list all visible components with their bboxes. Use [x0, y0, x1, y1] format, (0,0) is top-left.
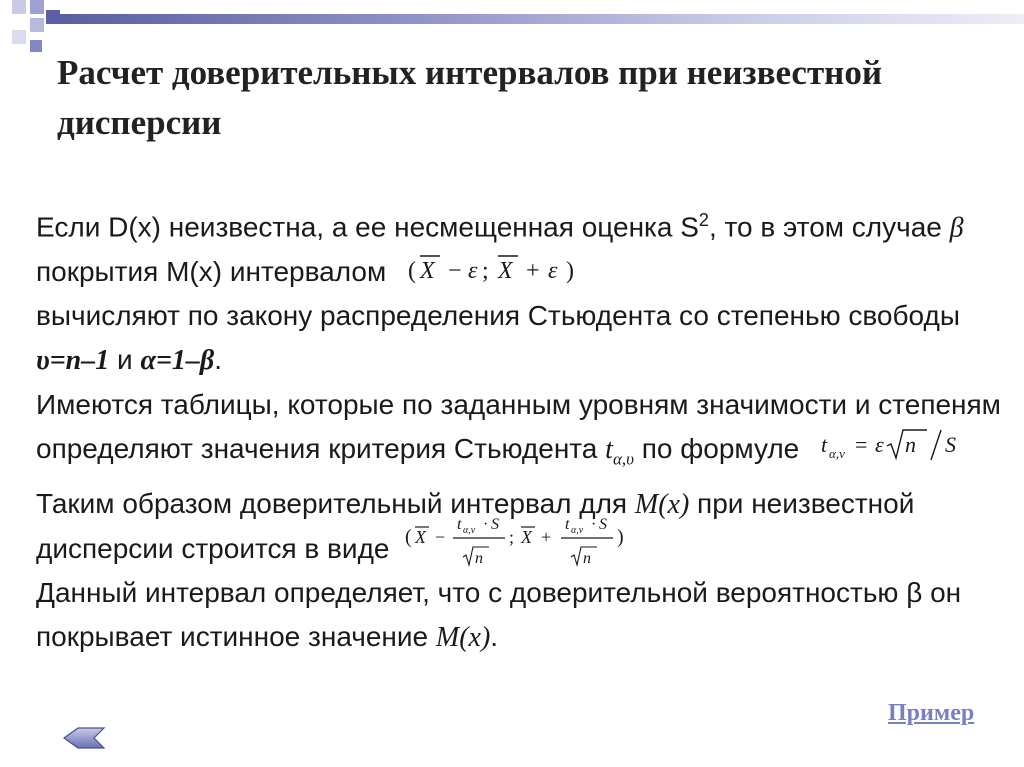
svg-text:(: (: [408, 257, 416, 284]
title-bar-stripe: [60, 14, 1024, 24]
svg-text:ε: ε: [548, 257, 558, 284]
p1-and: и: [109, 344, 141, 376]
p1-sup: 2: [698, 210, 709, 230]
nu-expression: υ=n–1: [36, 345, 110, 377]
svg-text:t: t: [821, 431, 828, 457]
svg-text:X: X: [420, 257, 435, 284]
p1-text-4: вычисляют по закону распределения Стьюдента со степенью свободы: [36, 300, 960, 332]
svg-text:n: n: [475, 549, 484, 567]
svg-text:α,ν: α,ν: [571, 524, 584, 536]
t-symbol: t: [605, 434, 613, 466]
svg-text:·: ·: [591, 515, 597, 533]
interval-formula: [408, 250, 598, 290]
svg-text:n: n: [583, 549, 592, 567]
svg-text:t: t: [565, 515, 570, 533]
svg-text:+: +: [541, 526, 552, 547]
beta-symbol: β: [949, 212, 964, 244]
paragraph-2: [14, 383, 1014, 482]
svg-text:S: S: [945, 431, 957, 457]
svg-text:+: +: [526, 257, 540, 284]
p1-text-2: , то в этом случае: [708, 211, 950, 243]
svg-text:): ): [566, 257, 574, 284]
svg-text:X: X: [415, 526, 427, 547]
svg-text:n: n: [905, 431, 917, 457]
svg-text:X: X: [498, 257, 513, 284]
svg-text:t: t: [457, 515, 462, 533]
p2-text-2: по формуле: [633, 433, 800, 465]
alpha-expression: α=1–β: [140, 345, 215, 377]
svg-text:;: ;: [509, 526, 515, 547]
svg-text:−: −: [435, 526, 446, 547]
p1-text-1: Если D(x) неизвестна, а ее несмещенная оценка S: [36, 211, 699, 243]
svg-text:α,ν: α,ν: [829, 445, 845, 461]
t-formula: [821, 426, 991, 466]
t-subscript: α,υ: [612, 449, 634, 469]
paragraph-1: [14, 198, 1014, 383]
slide-body: [14, 198, 1014, 660]
p3-text-1: Таким образом доверительный интервал для: [36, 487, 635, 519]
svg-text:=: =: [855, 431, 868, 457]
svg-text:S: S: [599, 515, 608, 533]
svg-text:−: −: [448, 257, 462, 284]
svg-text:X: X: [521, 526, 533, 547]
paragraph-3: [14, 482, 1014, 571]
svg-text:S: S: [491, 515, 500, 533]
student-interval-formula: [405, 509, 655, 571]
p4-text-1: Данный интервал определяет, что с доверительной вероятностью β он покрывает истинное значение: [36, 576, 962, 652]
svg-text:): ): [617, 525, 624, 548]
svg-text:;: ;: [482, 257, 489, 284]
svg-text:ε: ε: [468, 257, 478, 284]
svg-text:(: (: [405, 525, 412, 548]
p4-end: .: [490, 620, 499, 652]
svg-text:ε: ε: [875, 431, 884, 457]
mx-symbol-2: M(x): [435, 621, 491, 653]
back-arrow-icon[interactable]: [62, 727, 106, 749]
slide-title: Расчет доверительных интервалов при неизвестной дисперсии: [57, 53, 882, 142]
p3-text-2: при неизвестной дисперсии строится в виде: [36, 487, 915, 564]
paragraph-4: [14, 571, 1014, 660]
p1-text-3: покрытия M(x) интервалом: [36, 256, 387, 288]
example-link[interactable]: Пример: [888, 700, 975, 726]
svg-text:α,ν: α,ν: [463, 524, 476, 536]
p2-text-1: Имеются таблицы, которые по заданным уровням значимости и степеням определяют значения критерия Стьюдента: [36, 389, 1001, 465]
mx-symbol: M(x): [634, 488, 690, 520]
svg-text:·: ·: [483, 515, 489, 533]
p1-end: .: [214, 344, 223, 376]
